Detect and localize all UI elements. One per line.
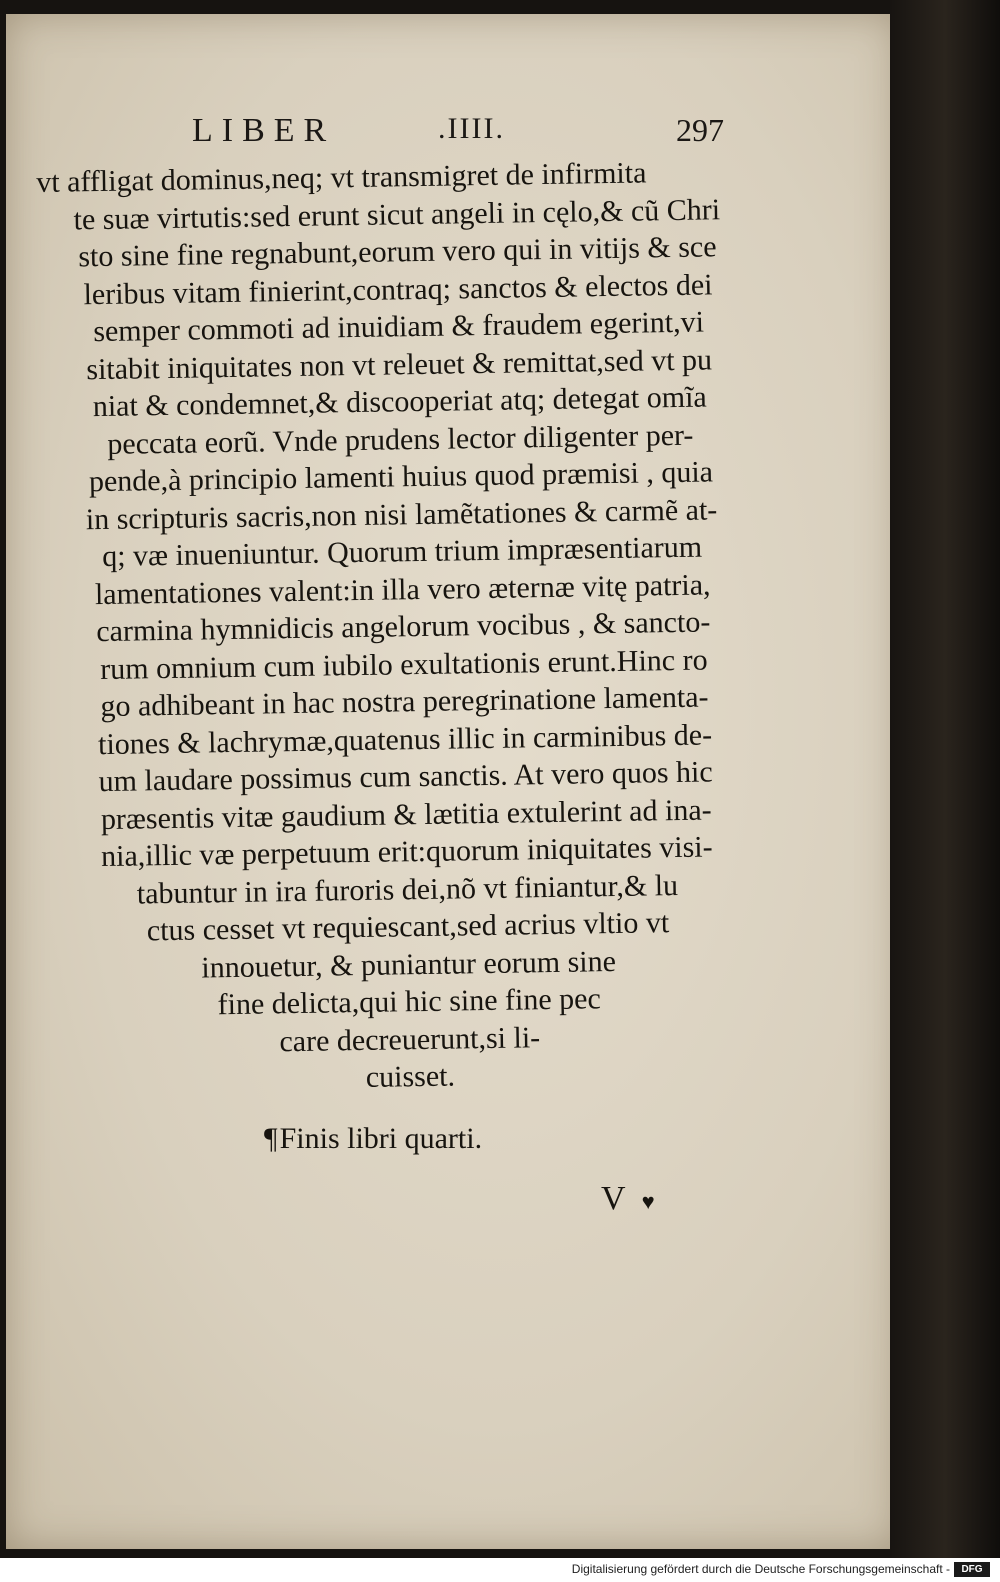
page-header [186, 112, 746, 156]
pilcrow-icon: ¶ [264, 1122, 278, 1155]
body-text [36, 153, 771, 1102]
colophon-text: Finis libri quarti. [279, 1122, 483, 1155]
text-line: niat & condemnet,& discooperiat atq; detegat omĩa [92, 380, 707, 424]
signature-mark [601, 1180, 655, 1218]
text-line: sto sine fine regnabunt,eorum vero qui in vitijs & sce [78, 230, 717, 274]
book-number: .IIII. [438, 112, 505, 145]
heart-ornament-icon: ♥ [641, 1189, 655, 1214]
text-line: um laudare possimus cum sanctis. At vero quos hic [98, 755, 713, 799]
text-line: cuisset. [365, 1059, 456, 1094]
footer-bar [0, 1558, 1000, 1582]
text-line: in scripturis sacris,non nisi lamẽtationes & carmẽ at- [85, 492, 718, 536]
text-line: q; væ inueniuntur. Quorum trium impræsentiarum [101, 530, 703, 574]
page-number: 297 [676, 112, 724, 148]
text-line: peccata eorũ. Vnde prudens lector diligenter per- [107, 418, 694, 461]
text-line: nia,illic væ perpetuum erit:quorum iniquitates visi- [100, 830, 713, 874]
text-line: pende,à principio lamenti huius quod præmisi , quia [88, 455, 714, 499]
text-line: carmina hymnidicis angelorum vocibus , & sancto- [96, 605, 711, 649]
text-line: sitabit iniquitates non vt releuet & remittat,sed vt pu [86, 342, 713, 386]
text-line: care decreuerunt,si li- [279, 1020, 541, 1058]
text-line: te suæ virtutis:sed erunt sicut angeli in cęlo,& cũ Chri [73, 192, 721, 236]
text-line: rum omnium cum iubilo exultationis erunt.Hinc ro [99, 643, 708, 686]
text-line: go adhibeant in hac nostra peregrinatione lamenta- [100, 680, 709, 724]
text-line: semper commoti ad inuidiam & fraudem egerint,vi [93, 305, 705, 349]
text-line: lamentationes valent:in illa vero æternæ vitę patria, [94, 567, 711, 611]
colophon [264, 1122, 482, 1156]
text-line: fine delicta,qui hic sine fine pec [217, 982, 602, 1022]
footer-credit: Digitalisierung gefördert durch die Deutsche Forschungsgemeinschaft - [571, 1562, 950, 1576]
text-line: leribus vitam finierint,contraq; sanctos & electos dei [83, 267, 713, 311]
running-title: LIBER [192, 112, 336, 149]
text-line: tabuntur in ira furoris dei,nõ vt finiantur,& lu [136, 868, 679, 911]
text-line: ctus cesset vt requiescant,sed acrius vltio vt [146, 906, 670, 948]
book-edge [890, 0, 1000, 1558]
text-line: præsentis vitæ gaudium & lætitia extulerint ad ina- [100, 792, 712, 836]
book-page [6, 14, 898, 1549]
signature-letter: V [601, 1180, 626, 1217]
dfg-logo-icon: DFG [954, 1562, 990, 1577]
text-line: innouetur, & puniantur eorum sine [201, 944, 617, 984]
text-line: vt affligat dominus,neq; vt transmigret de infirmita [36, 156, 647, 199]
text-line: tiones & lachrymæ,quatenus illic in carminibus de- [97, 717, 713, 761]
